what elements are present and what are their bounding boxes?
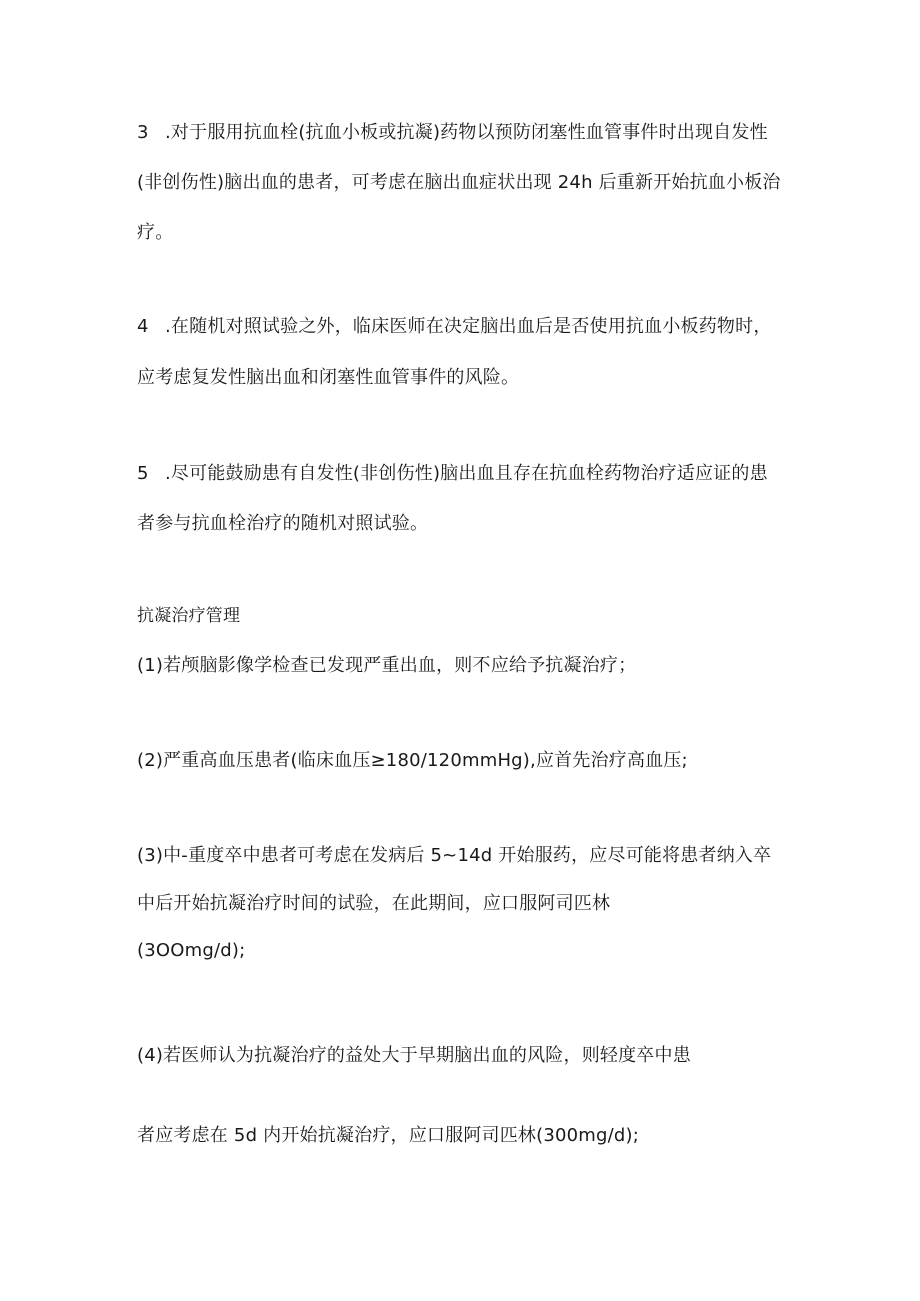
item-4-line-1: 4 .在随机对照试验之外，临床医师在决定脑出血后是否使用抗血小板药物时， — [137, 316, 772, 337]
item-3-line-1: 3 .对于服用抗血栓(抗血小板或抗凝)药物以预防闭塞性血管事件时出现自发性 — [137, 122, 768, 143]
item-3-line-3: 疗。 — [137, 222, 174, 243]
section-title: 抗凝治疗管理 — [137, 606, 241, 626]
item-5-line-1: 5 .尽可能鼓励患有自发性(非创伤性)脑出血且存在抗血栓药物治疗适应证的患 — [137, 463, 768, 484]
paragraph-2: (2)严重高血压患者(临床血压≥180/120mmHg),应首先治疗高血压; — [137, 750, 688, 771]
item-5-number: 5 — [137, 463, 149, 484]
item-3-number: 3 — [137, 122, 149, 143]
paragraph-4-line-2: 者应考虑在 5d 内开始抗凝治疗，应口服阿司匹林(300mg/d); — [137, 1125, 640, 1146]
item-4-line-2: 应考虑复发性脑出血和闭塞性血管事件的风险。 — [137, 367, 520, 388]
item-5-line-2: 者参与抗血栓治疗的随机对照试验。 — [137, 513, 429, 534]
item-3-line-2: (非创伤性)脑出血的患者，可考虑在脑出血症状出现 24h 后重新开始抗血小板治 — [137, 172, 781, 193]
paragraph-4-line-1: (4)若医师认为抗凝治疗的益处大于早期脑出血的风险，则轻度卒中患 — [137, 1045, 691, 1066]
paragraph-1: (1)若颅脑影像学检查已发现严重出血，则不应给予抗凝治疗； — [137, 655, 637, 676]
paragraph-3-line-1: (3)中-重度卒中患者可考虑在发病后 5~14d 开始服药，应尽可能将患者纳入卒 — [137, 845, 772, 866]
paragraph-3-line-3: (3OOmg/d); — [137, 940, 246, 961]
item-4-number: 4 — [137, 316, 149, 337]
paragraph-3-line-2: 中后开始抗凝治疗时间的试验，在此期间，应口服阿司匹林 — [137, 893, 611, 914]
